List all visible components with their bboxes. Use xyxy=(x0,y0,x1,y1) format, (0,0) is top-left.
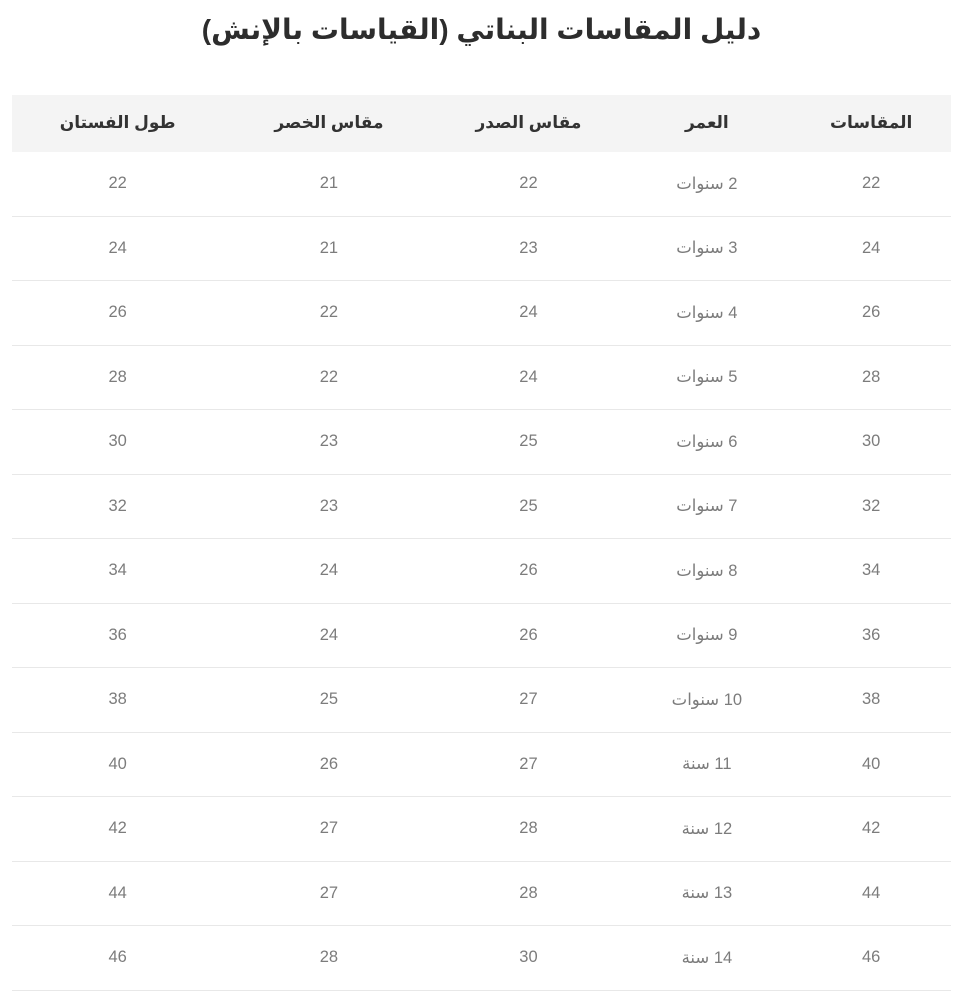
cell-dress-length: 26 xyxy=(12,281,223,346)
cell-waist: 25 xyxy=(223,668,434,733)
table-row xyxy=(12,281,951,346)
cell-chest: 25 xyxy=(435,474,623,539)
cell-waist: 23 xyxy=(223,474,434,539)
cell-chest: 24 xyxy=(435,281,623,346)
table-row xyxy=(12,410,951,475)
column-header-sizes: المقاسات xyxy=(791,95,951,152)
cell-dress-length: 34 xyxy=(12,539,223,604)
cell-dress-length: 36 xyxy=(12,603,223,668)
cell-waist: 27 xyxy=(223,861,434,926)
cell-waist: 26 xyxy=(223,732,434,797)
size-guide-table xyxy=(12,95,951,991)
cell-waist: 21 xyxy=(223,216,434,281)
table-row xyxy=(12,152,951,217)
cell-dress-length: 44 xyxy=(12,861,223,926)
cell-size: 44 xyxy=(791,861,951,926)
table-row xyxy=(12,668,951,733)
table-row xyxy=(12,539,951,604)
cell-waist: 24 xyxy=(223,539,434,604)
cell-age: 6 سنوات xyxy=(622,410,791,475)
cell-waist: 24 xyxy=(223,603,434,668)
cell-dress-length: 38 xyxy=(12,668,223,733)
cell-age: 14 سنة xyxy=(622,926,791,991)
header-row xyxy=(12,95,951,152)
table-row xyxy=(12,474,951,539)
cell-size: 28 xyxy=(791,345,951,410)
cell-chest: 25 xyxy=(435,410,623,475)
table-row xyxy=(12,797,951,862)
cell-age: 9 سنوات xyxy=(622,603,791,668)
cell-chest: 22 xyxy=(435,152,623,217)
page-title: دليل المقاسات البناتي (القياسات بالإنش) xyxy=(201,14,762,45)
cell-dress-length: 46 xyxy=(12,926,223,991)
cell-dress-length: 30 xyxy=(12,410,223,475)
cell-chest: 27 xyxy=(435,732,623,797)
cell-waist: 27 xyxy=(223,797,434,862)
cell-age: 3 سنوات xyxy=(622,216,791,281)
cell-dress-length: 42 xyxy=(12,797,223,862)
cell-waist: 23 xyxy=(223,410,434,475)
cell-size: 38 xyxy=(791,668,951,733)
cell-age: 2 سنوات xyxy=(622,152,791,217)
cell-age: 12 سنة xyxy=(622,797,791,862)
cell-chest: 24 xyxy=(435,345,623,410)
cell-size: 46 xyxy=(791,926,951,991)
cell-waist: 28 xyxy=(223,926,434,991)
cell-dress-length: 22 xyxy=(12,152,223,217)
cell-size: 42 xyxy=(791,797,951,862)
column-header-chest: مقاس الصدر xyxy=(435,95,623,152)
cell-dress-length: 32 xyxy=(12,474,223,539)
cell-age: 5 سنوات xyxy=(622,345,791,410)
cell-size: 24 xyxy=(791,216,951,281)
cell-size: 34 xyxy=(791,539,951,604)
table-row xyxy=(12,603,951,668)
cell-size: 36 xyxy=(791,603,951,668)
cell-chest: 26 xyxy=(435,539,623,604)
cell-age: 11 سنة xyxy=(622,732,791,797)
cell-age: 10 سنوات xyxy=(622,668,791,733)
cell-chest: 28 xyxy=(435,797,623,862)
cell-size: 30 xyxy=(791,410,951,475)
cell-dress-length: 24 xyxy=(12,216,223,281)
cell-age: 4 سنوات xyxy=(622,281,791,346)
table-header xyxy=(12,95,951,152)
cell-chest: 30 xyxy=(435,926,623,991)
cell-size: 40 xyxy=(791,732,951,797)
cell-waist: 22 xyxy=(223,281,434,346)
cell-size: 32 xyxy=(791,474,951,539)
cell-age: 8 سنوات xyxy=(622,539,791,604)
column-header-waist: مقاس الخصر xyxy=(223,95,434,152)
cell-chest: 28 xyxy=(435,861,623,926)
cell-chest: 23 xyxy=(435,216,623,281)
cell-dress-length: 40 xyxy=(12,732,223,797)
table-row xyxy=(12,732,951,797)
table-row xyxy=(12,345,951,410)
cell-age: 7 سنوات xyxy=(622,474,791,539)
table-row xyxy=(12,216,951,281)
cell-size: 26 xyxy=(791,281,951,346)
cell-waist: 21 xyxy=(223,152,434,217)
cell-dress-length: 28 xyxy=(12,345,223,410)
size-guide-table-container xyxy=(12,95,951,991)
table-row xyxy=(12,861,951,926)
cell-size: 22 xyxy=(791,152,951,217)
table-body xyxy=(12,152,951,991)
column-header-dress-length: طول الفستان xyxy=(12,95,223,152)
table-row xyxy=(12,926,951,991)
cell-waist: 22 xyxy=(223,345,434,410)
cell-chest: 27 xyxy=(435,668,623,733)
cell-age: 13 سنة xyxy=(622,861,791,926)
column-header-age: العمر xyxy=(622,95,791,152)
cell-chest: 26 xyxy=(435,603,623,668)
